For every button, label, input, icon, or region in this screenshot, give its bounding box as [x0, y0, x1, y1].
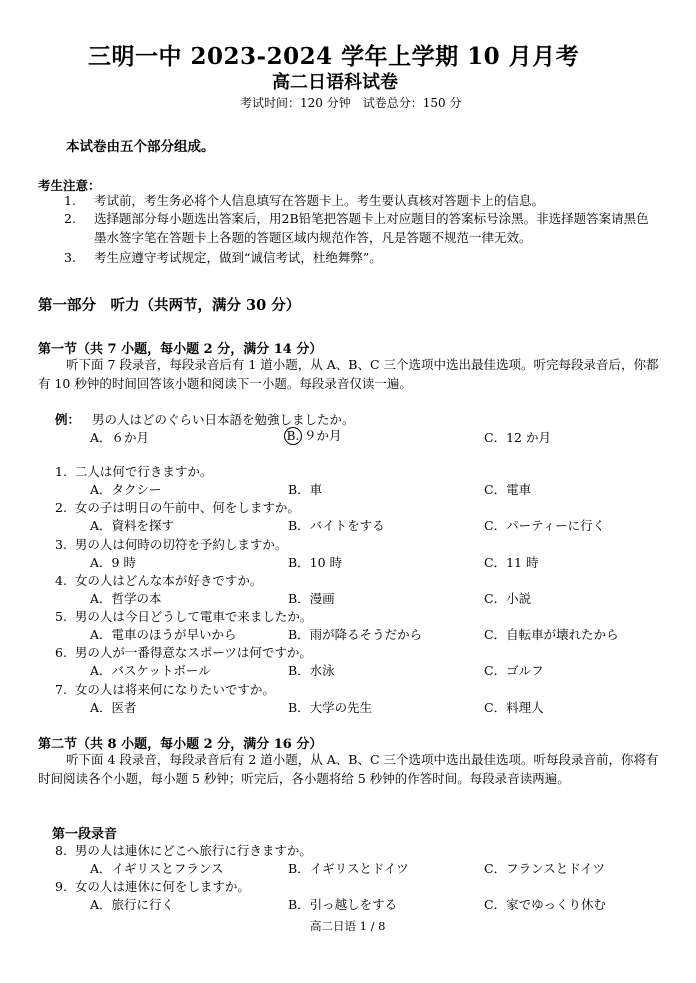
- option-a: A．電車のほうが早いから: [90, 627, 237, 642]
- option-b: B．バイトをする: [288, 518, 385, 533]
- option-b: B．車: [288, 482, 323, 497]
- circled-answer-b: B.: [284, 427, 302, 445]
- option-a: A．タクシー: [90, 482, 162, 497]
- option-c: C．11 時: [484, 555, 539, 570]
- option-c: C．家でゆっくり休む: [484, 897, 606, 912]
- question-item: [55, 841, 312, 859]
- option-a: A．資料を探す: [90, 518, 175, 533]
- option-a: A．旅行に行く: [90, 897, 175, 912]
- question-text: 男の人が一番得意なスポーツは何ですか。: [74, 645, 312, 660]
- exam-title: 三明一中 2023-2024 学年上学期 10 月月考: [88, 43, 580, 70]
- option-c: C．フランスとドイツ: [484, 861, 606, 876]
- question-number: 6.: [55, 645, 67, 660]
- option-a: A．バスケットボール: [90, 663, 211, 678]
- option-a: A．9 時: [90, 555, 136, 570]
- example-option-b: [284, 426, 342, 445]
- option-b: B．雨が降るそうだから: [288, 627, 423, 642]
- segment-title: 第一段录音: [52, 827, 118, 842]
- question-item: [55, 571, 262, 589]
- question-number: 3.: [55, 537, 67, 552]
- option-b: B．大学の先生: [288, 700, 373, 715]
- question-number: 8.: [55, 843, 67, 858]
- example-option-a: A．６か月: [90, 430, 150, 445]
- question-text: 女の人は連休に何をしますか。: [74, 879, 250, 894]
- option-a: A．イギリスとフランス: [90, 861, 224, 876]
- option-b: B．水泳: [288, 663, 335, 678]
- option-c: C．自転車が壊れたから: [484, 627, 619, 642]
- question-item: [55, 643, 312, 661]
- option-a: A．医者: [90, 700, 137, 715]
- question-text: 二人は何で行きますか。: [74, 464, 213, 479]
- question-item: [55, 877, 250, 895]
- question-item: [55, 462, 212, 480]
- question-text: 女の人は将来何になりたいですか。: [74, 682, 275, 697]
- option-c: C．小説: [484, 591, 532, 606]
- option-c: C．ゴルフ: [484, 663, 544, 678]
- example-question: 男の人はどのぐらい日本語を勉強しましたか。: [92, 412, 355, 427]
- option-b: B．漫画: [288, 591, 335, 606]
- question-item: [55, 535, 287, 553]
- notice-text: 考生应遵守考试规定，做到“诚信考试，杜绝舞弊”。: [94, 250, 382, 265]
- question-text: 男の人は連休にどこへ旅行に行きますか。: [74, 843, 312, 858]
- example-option-c: C．12 か月: [484, 430, 551, 445]
- question-text: 女の子は明日の午前中、何をしますか。: [74, 500, 300, 515]
- option-c: C．料理人: [484, 700, 544, 715]
- section2-title: 第二节（共 8 小题，每小题 2 分，满分 16 分）: [38, 737, 323, 752]
- example-option-b-text: ９か月: [304, 428, 342, 443]
- question-text: 男の人は何時の切符を予約しますか。: [74, 537, 288, 552]
- section2-instructions: 听下面 4 段录音，每段录音后有 2 道小题，从 A、B、C 三个选项中选出最佳选项。听每段录音前，你将有时间阅读各个小题，每小题 5 秒钟；听完后，各小题将给 5 秒钟的作答时间。每段录音读两遍。: [38, 752, 659, 786]
- page-footer: 高二日语 1 / 8: [310, 919, 386, 933]
- option-b: B．引っ越しをする: [288, 897, 398, 912]
- notice-heading: 考生注意：: [38, 178, 101, 193]
- option-c: C．電車: [484, 482, 532, 497]
- question-number: 7.: [55, 682, 67, 697]
- section1-instructions: 听下面 7 段录音，每段录音后有 1 道小题，从 A、B、C 三个选项中选出最佳选项。听完每段录音后，你都有 10 秒钟的时间回答该小题和阅读下一小题。每段录音仅读一遍。: [38, 357, 659, 391]
- section1-title: 第一节（共 7 小题，每小题 2 分，满分 14 分）: [38, 342, 323, 357]
- question-number: 2.: [55, 500, 67, 515]
- example-label: 例：: [55, 412, 81, 427]
- notice-number: 2.: [64, 211, 76, 226]
- exam-subtitle: 高二日语科试卷: [272, 72, 398, 93]
- question-text: 男の人は今日どうして電車で来ましたか。: [74, 609, 313, 624]
- question-number: 9.: [55, 879, 67, 894]
- question-item: [55, 680, 275, 698]
- option-b: B．イギリスとドイツ: [288, 861, 409, 876]
- question-text: 女の人はどんな本が好きですか。: [74, 573, 263, 588]
- part1-title: 第一部分 听力（共两节，满分 30 分）: [38, 297, 301, 314]
- question-number: 4.: [55, 573, 67, 588]
- question-item: [55, 498, 300, 516]
- notice-text: 选择题部分每小题选出答案后，用2B铅笔把答题卡上对应题目的答案标号涂黑。非选择题答案请黑色墨水签字笔在答题卡上各题的答题区域内规范作答，凡是答题不规范一律无效。: [94, 211, 649, 245]
- notice-number: 3.: [64, 250, 76, 265]
- notice-text: 考试前，考生务必将个人信息填写在答题卡上。考生要认真核对答题卡上的信息。: [94, 193, 545, 208]
- option-c: C．パーティーに行く: [484, 518, 606, 533]
- notice-number: 1.: [64, 193, 76, 208]
- question-number: 5.: [55, 609, 67, 624]
- option-a: A．哲学の本: [90, 591, 162, 606]
- option-b: B．10 時: [288, 555, 343, 570]
- question-item: [55, 607, 312, 625]
- exam-info: 考试时间：120 分钟 试卷总分：150 分: [240, 96, 462, 110]
- composition-note: 本试卷由五个部分组成。: [66, 139, 215, 155]
- question-number: 1.: [55, 464, 67, 479]
